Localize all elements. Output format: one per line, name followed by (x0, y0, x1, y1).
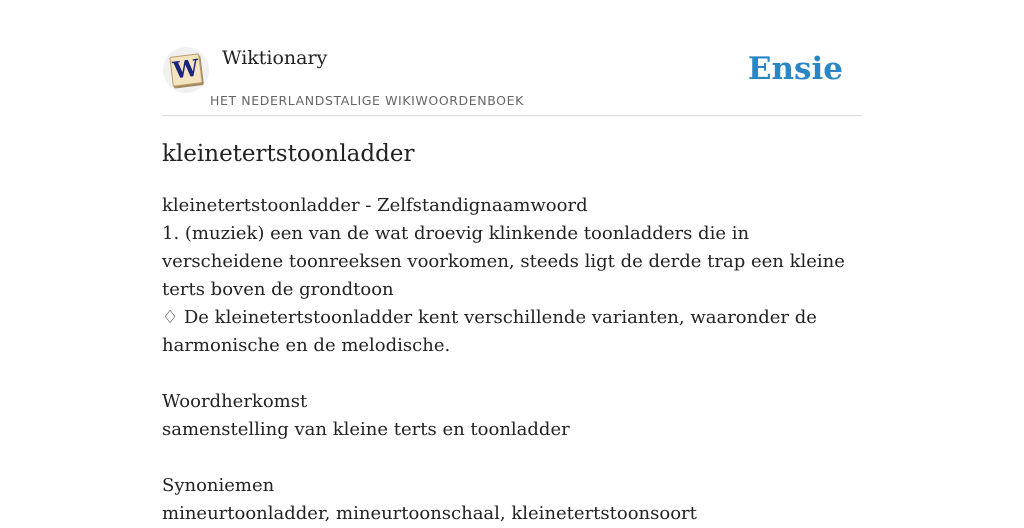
wiktionary-logo-icon[interactable] (163, 47, 209, 93)
etymology-heading: Woordherkomst (162, 391, 308, 412)
synonyms-text: mineurtoonladder, mineurtoonschaal, kleinetertstoonsoort (162, 503, 697, 524)
example-sentence: ♢ De kleinetertstoonladder kent verschillende varianten, waaronder de harmonische en de melodische. (162, 307, 817, 356)
definition-text: 1. (muziek) een van de wat droevig klinkende toonladders die in verscheidene toonreeksen voorkomen, steeds ligt de derde trap een kleine terts boven de grondtoon (162, 223, 845, 300)
etymology-text: samenstelling van kleine terts en toonladder (162, 419, 570, 440)
synonyms-heading: Synoniemen (162, 475, 275, 496)
site-header (162, 0, 862, 116)
logo-tile (169, 53, 202, 86)
headword-line: kleinetertstoonladder - Zelfstandignaamwoord (162, 195, 588, 216)
page (162, 0, 862, 524)
site-tagline: HET NEDERLANDSTALIGE WIKIWOORDENBOEK (210, 93, 524, 108)
spacer (162, 444, 862, 472)
article-body (162, 192, 862, 528)
site-name[interactable]: Wiktionary (222, 47, 328, 69)
ensie-logo-link[interactable]: Ensie (747, 51, 843, 87)
logo-letter: W (171, 54, 201, 85)
page-title: kleinetertstoonladder (162, 141, 415, 167)
spacer (162, 360, 862, 388)
